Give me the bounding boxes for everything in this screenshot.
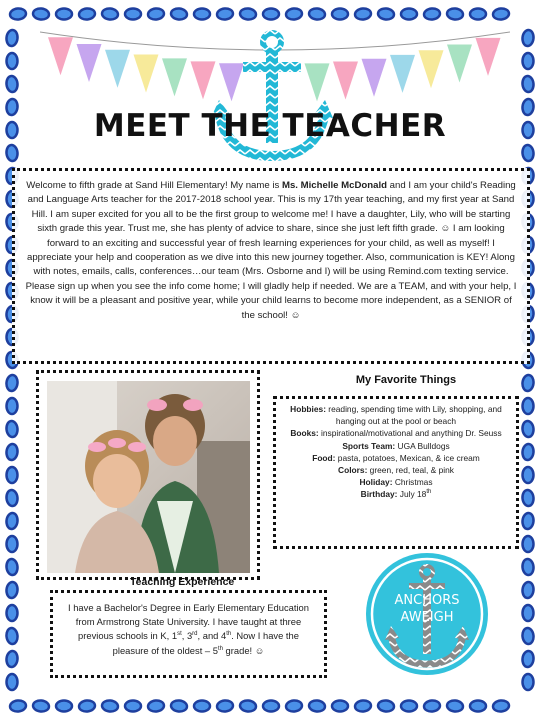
frame-dot <box>285 700 302 713</box>
pennant-flag <box>362 59 387 97</box>
favorite-label: Colors: <box>338 465 368 476</box>
frame-dot <box>125 701 141 712</box>
frame-dot <box>6 650 19 667</box>
favorite-value: inspirational/motivational and anything Dr. Seuss <box>318 428 502 439</box>
pennant-flag <box>105 50 130 88</box>
frame-dot <box>522 489 535 506</box>
favorite-value: UGA Bulldogs <box>395 440 450 451</box>
frame-dot <box>7 53 18 69</box>
frame-dot <box>522 627 535 644</box>
favorite-value: Christmas <box>392 477 433 488</box>
favorite-holiday <box>280 476 512 488</box>
frame-dot <box>6 144 19 161</box>
welcome-intro: Welcome to fifth grade at Sand Hill Elementary! My name is <box>26 180 282 191</box>
frame-dot <box>522 443 535 460</box>
frame-dot <box>523 674 534 690</box>
frame-dot <box>239 8 256 21</box>
experience-box <box>50 590 327 678</box>
frame-dot <box>6 443 19 460</box>
ordinal-suffix: th <box>217 645 223 652</box>
frame-dot <box>470 9 486 20</box>
favorite-value: July 18 <box>397 489 427 500</box>
frame-dot <box>354 8 371 21</box>
ordinal-suffix: th <box>226 631 232 638</box>
frame-dot <box>523 398 534 414</box>
favorite-books <box>280 427 512 439</box>
frame-dot <box>377 700 394 713</box>
experience-part: , 3 <box>181 630 193 642</box>
pennant-flag <box>77 44 102 82</box>
welcome-letter <box>25 179 517 323</box>
frame-dot <box>6 75 19 92</box>
frame-dot <box>522 581 535 598</box>
frame-dot <box>446 8 463 21</box>
frame-dot <box>32 700 49 713</box>
frame-dot <box>523 536 534 552</box>
frame-dot <box>32 8 49 21</box>
pennant-flag <box>390 55 415 93</box>
frame-dot <box>263 9 279 20</box>
frame-dot <box>170 8 187 21</box>
welcome-letter-box <box>12 168 530 364</box>
experience-part: I have a Bachelor's Degree in Early Elementary Education from Armstrong State University. I have taught at three previous schools in K, 1 <box>68 602 309 642</box>
frame-dot <box>522 144 535 161</box>
frame-dot <box>308 8 325 21</box>
favorite-colors <box>280 464 512 476</box>
teacher-name: Ms. Michelle McDonald <box>281 180 388 191</box>
frame-dot <box>6 627 19 644</box>
badge-line-2: AWEIGH <box>400 610 454 625</box>
frame-dot <box>423 8 440 21</box>
frame-dot <box>147 700 164 713</box>
frame-dot <box>56 9 72 20</box>
photo-frame <box>36 370 260 580</box>
favorite-birthday <box>280 488 512 500</box>
frame-dot <box>492 8 509 21</box>
favorite-value: reading, spending time with Lily, shopping, and hanging out at the pool or beach <box>325 404 502 427</box>
frame-dot <box>6 558 19 575</box>
frame-dot <box>446 700 463 713</box>
pennant-flag <box>419 50 444 88</box>
frame-dot <box>377 8 394 21</box>
frame-dot <box>7 605 18 621</box>
ordinal-suffix: rd <box>192 631 198 638</box>
frame-dot <box>216 8 233 21</box>
frame-dot <box>263 701 279 712</box>
frame-dot <box>9 700 26 713</box>
favorite-sports-team <box>280 440 512 452</box>
favorite-label: Sports Team: <box>342 440 396 451</box>
frame-dot <box>401 701 417 712</box>
frame-dot <box>6 512 19 529</box>
frame-dot <box>6 374 19 391</box>
frame-dot <box>6 29 19 46</box>
frame-dot <box>6 420 19 437</box>
frame-dot <box>332 9 348 20</box>
frame-dot <box>523 605 534 621</box>
frame-dot <box>125 9 141 20</box>
favorite-value: pasta, potatoes, Mexican, & ice cream <box>335 452 480 463</box>
favorite-label: Hobbies: <box>290 404 326 414</box>
frame-dot <box>194 701 210 712</box>
favorite-label: Holiday: <box>359 477 393 488</box>
frame-dot <box>522 420 535 437</box>
frame-dot <box>522 558 535 575</box>
frame-dot <box>401 9 417 20</box>
welcome-body: and I am your child's Reading and Language Arts teacher for the 2017-2018 school year. This is my 17th year teaching, and my first year at Sand Hill. I am super excited for you all to be the first group to welcome me! I have a daughter, Lily, who will be starting sixth grade this year. Trust me, she has plenty of advice to share, since she just left fifth grade. ☺ I am looking forward to an exciting and successful year of fresh learning experiences for your child, as well as myself! I appreciate your help and cooperation as we dive into this new journey together. Also, communication is KEY! Along with notes, emails, calls, conferences…our team (Mrs. Osborne and I) will be using Remind.com texting service. Please sign up when you see the info come home; I will gladly help if needed. We are a TEAM, and with your help, I know it will be a pleasant and positive year, while your child learns to become more independent, as a SENIOR of the school! ☺ <box>25 180 517 321</box>
favorite-value: green, red, teal, & pink <box>367 465 454 476</box>
frame-dot <box>6 489 19 506</box>
experience-part: grade! ☺ <box>222 644 265 656</box>
pennant-flag <box>447 45 472 83</box>
frame-dot <box>6 581 19 598</box>
teacher-photo <box>47 381 250 573</box>
frame-dot <box>170 700 187 713</box>
favorite-hobbies <box>280 403 512 427</box>
badge-label <box>365 592 489 626</box>
frame-dot <box>523 53 534 69</box>
page-title: MEET THE TEACHER <box>93 108 447 144</box>
experience-heading: Teaching Experience <box>130 576 235 588</box>
frame-dot <box>9 8 26 21</box>
frame-dot <box>101 700 118 713</box>
experience-text <box>61 601 316 658</box>
pennant-flag <box>476 38 501 76</box>
frame-dot <box>522 512 535 529</box>
frame-dot <box>7 674 18 690</box>
pennant-flag <box>134 55 159 93</box>
frame-dot <box>78 8 95 21</box>
frame-dot <box>332 701 348 712</box>
favorites-box <box>273 396 519 549</box>
favorite-label: Books: <box>290 428 319 439</box>
badge-line-1: ANCHORS <box>394 593 460 608</box>
pennant-flag <box>48 37 73 75</box>
frame-dot <box>101 8 118 21</box>
frame-dot <box>522 29 535 46</box>
frame-dot <box>308 700 325 713</box>
pennant-flag <box>162 58 187 96</box>
frame-dot <box>78 700 95 713</box>
frame-dot <box>7 398 18 414</box>
frame-dot <box>239 700 256 713</box>
frame-dot <box>470 701 486 712</box>
frame-dot <box>522 650 535 667</box>
frame-dot <box>423 700 440 713</box>
experience-part: . Now I have the pleasure of the oldest – 5 <box>112 630 299 656</box>
frame-dot <box>216 700 233 713</box>
ordinal-suffix: st <box>177 631 182 638</box>
frame-dot <box>7 467 18 483</box>
frame-dot <box>285 8 302 21</box>
frame-dot <box>492 700 509 713</box>
favorites-heading: My Favorite Things <box>355 374 457 386</box>
favorite-label: Birthday: <box>360 489 398 500</box>
experience-part: , and 4 <box>197 630 227 642</box>
frame-dot <box>522 75 535 92</box>
frame-dot <box>56 701 72 712</box>
favorite-food <box>280 452 512 464</box>
favorite-label: Food: <box>312 452 336 463</box>
frame-dot <box>194 9 210 20</box>
frame-dot <box>522 374 535 391</box>
frame-dot <box>7 536 18 552</box>
frame-dot <box>147 8 164 21</box>
frame-dot <box>523 467 534 483</box>
ordinal-suffix: th <box>426 489 432 496</box>
frame-dot <box>354 700 371 713</box>
